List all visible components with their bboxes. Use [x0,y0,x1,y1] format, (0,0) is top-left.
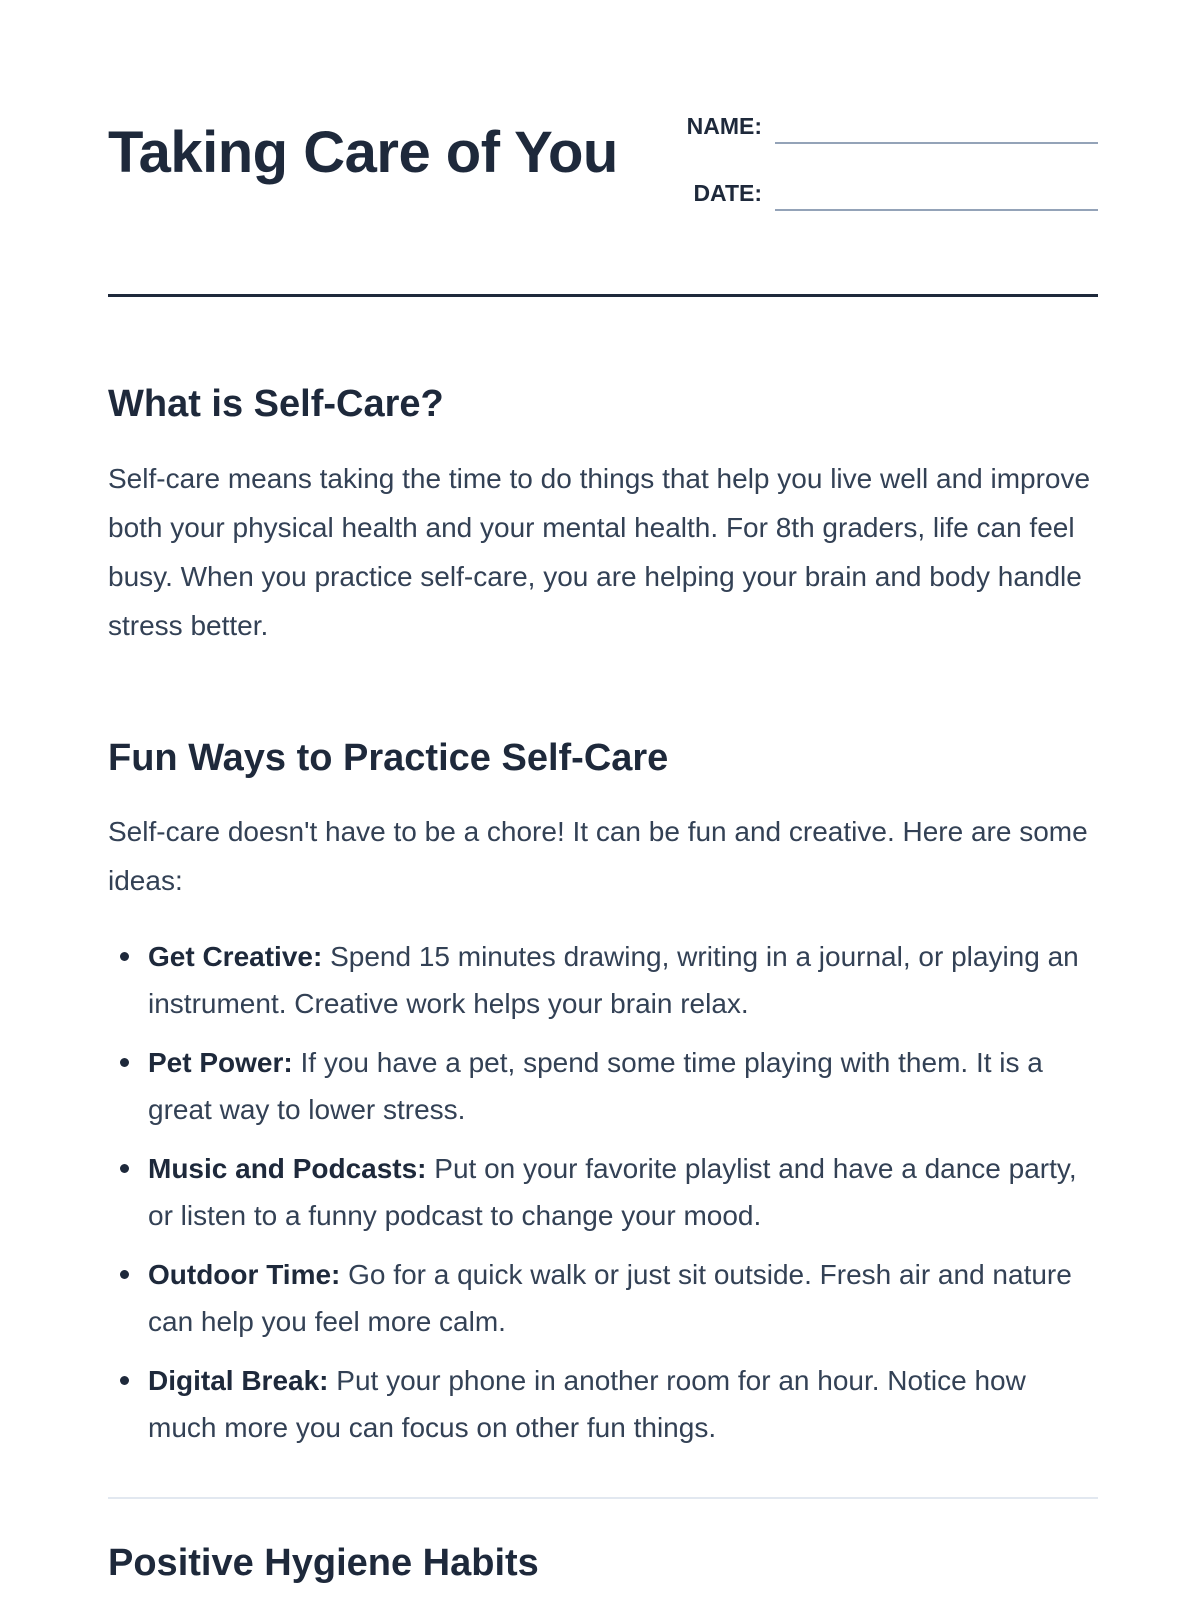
ideas-list [108,933,1098,1451]
list-item [108,1145,1098,1239]
section-paragraph: Self-care means taking the time to do things that help you live well and improve both your physical health and your mental health. For 8th graders, life can feel busy. When you practice self-care, you are helping your brain and body handle stress better. [108,462,1091,641]
worksheet-page [108,0,1098,1587]
item-text: Spend 15 minutes drawing, writing in a journal, or playing an instrument. Creative work helps your brain relax. [148,941,1079,1020]
section-heading: Positive Hygiene Habits [108,1542,539,1585]
section-divider [108,1497,1098,1499]
section-what-is-self-care [108,382,1098,650]
list-item [108,1357,1098,1451]
section-hygiene-habits [108,1541,1098,1587]
date-line[interactable] [775,209,1098,211]
item-title: Outdoor Time: [148,1259,341,1291]
section-heading: Fun Ways to Practice Self-Care [108,736,669,779]
name-line[interactable] [775,142,1098,144]
item-title: Get Creative: [148,941,323,973]
page-title: Taking Care of You [108,120,618,185]
list-item [108,1039,1098,1133]
section-fun-ways [108,736,1098,1452]
list-item [108,1251,1098,1345]
section-heading: What is Self-Care? [108,383,444,425]
date-field[interactable] [684,175,1098,215]
list-item [108,933,1098,1027]
item-text: Go for a quick walk or just sit outside. Fresh air and nature can help you feel more calm. [148,1259,1072,1338]
name-field[interactable] [684,108,1098,148]
item-title: Pet Power: [148,1047,293,1079]
item-text: Put on your favorite playlist and have a dance party, or listen to a funny podcast to change your mood. [148,1153,1077,1232]
item-text: If you have a pet, spend some time playing with them. It is a great way to lower stress. [148,1047,1043,1126]
bullet-icon [120,1058,129,1067]
item-text: Put your phone in another room for an hour. Notice how much more you can focus on other fun things. [148,1365,1026,1444]
section-intro: Self-care doesn't have to be a chore! It can be fun and creative. Here are some ideas: [108,816,1088,897]
item-title: Digital Break: [148,1365,329,1397]
header-divider [108,294,1098,297]
bullet-icon [120,952,129,961]
bullet-icon [120,1164,129,1173]
bullet-icon [120,1376,129,1385]
worksheet-header [108,0,1098,298]
date-label: DATE: [693,180,762,206]
name-label: NAME: [686,113,762,139]
bullet-icon [120,1270,129,1279]
item-title: Music and Podcasts: [148,1153,427,1185]
